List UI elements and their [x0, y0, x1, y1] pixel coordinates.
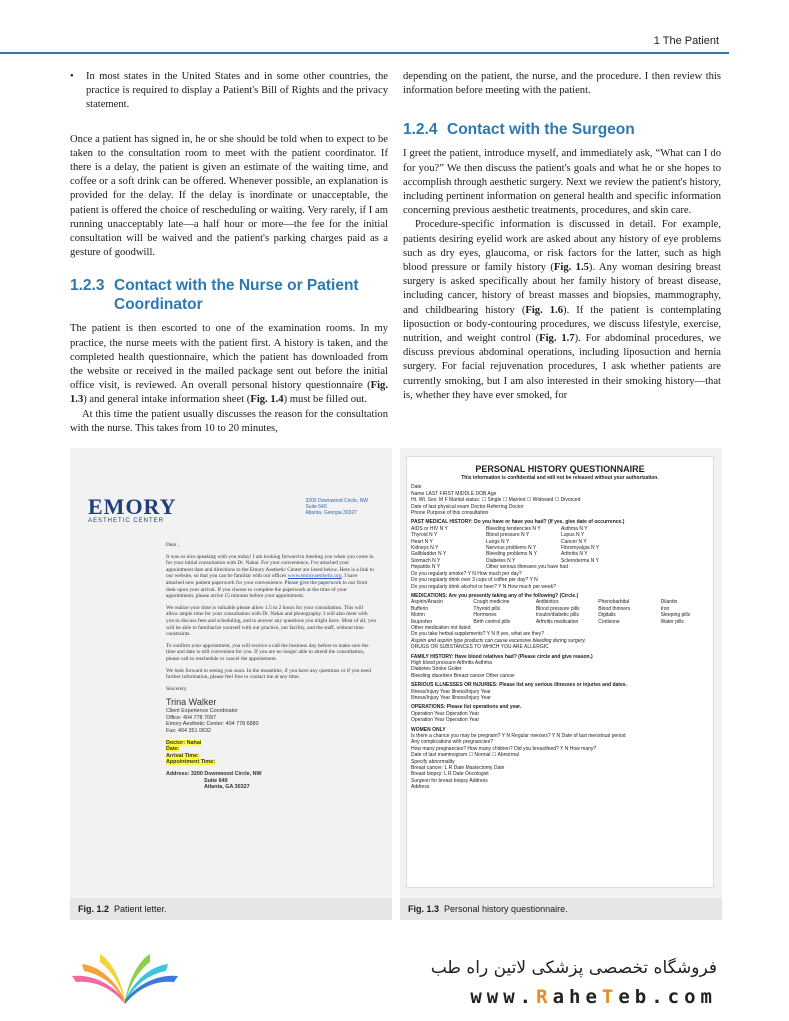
grid-cell: Bufferin: [411, 605, 429, 612]
caption-text: Patient letter.: [114, 904, 167, 914]
figure-ref-1-7[interactable]: Fig. 1.7: [539, 333, 575, 345]
text-run: It was so nice speaking with you today! I am looking forward to meeting you when you come in for your initial consultation with Dr. Nahai. For your convenience, I've attached your appointment date and directions to the Emory Aesthetic Center are listed below. Here is a link to our website, so that you can be familiar with our offices: [166, 553, 374, 580]
letterhead-address: [305, 498, 368, 517]
grid-cell: Thyroid pills: [473, 605, 501, 612]
form-row: Diabetes Stroke Goiter: [411, 666, 462, 673]
form-section-heading: SERIOUS ILLNESSES OR INJURIES: Please list any serious illnesses or injuries and dates.: [411, 682, 627, 689]
grid-cell: Hepatitis N Y: [411, 564, 441, 571]
grid-cell: Diabetes N Y: [486, 557, 516, 564]
letter-paragraph: [166, 554, 376, 600]
grid-cell: Aspirin/Anacin: [411, 599, 443, 606]
highlight-doctor: Doctor: Nahai: [166, 739, 202, 746]
grid-cell: Hormones: [473, 612, 497, 619]
grid-cell: Stomach N Y: [411, 557, 441, 564]
form-section-heading: WOMEN ONLY: [411, 726, 446, 733]
grid-cell: Fibromyalgia N Y: [561, 545, 600, 552]
heading-title-line1: Contact with the Nurse or Patient: [114, 277, 359, 295]
bullet-text: In most states in the United States and in some other countries, the practice is required to display a Patient's Bill of Rights and the privacy statement.: [86, 71, 388, 111]
text-run: ). Any woman desiring breast surgery is asked specifically about her family history of breast disease, including cancer, history of breast masses and biopsies, mammography, and childbearing history (: [403, 262, 721, 316]
form-row: DRUGS OR SUBSTANCES TO WHICH YOU ARE ALLERGIC: [411, 644, 549, 651]
grid-cell: Scleroderma N Y: [561, 557, 599, 564]
grid-cell: Birth control pills: [473, 618, 511, 625]
closing: Sincerely,: [166, 685, 188, 692]
grid-cell: Cancer N Y: [561, 538, 587, 545]
left-column: [70, 70, 388, 436]
paragraph: I greet the patient, introduce myself, and immediately ask, “What can I do for you?” We then discuss the patient's goals and what he or she hopes to accomplish through aesthetic surgery. Next we review the patient's history, including pertinent information on general health and specific information concerning previous aesthetic treatments, procedures, and skin care.: [403, 148, 721, 217]
grid-cell: Arthritis medication: [535, 618, 579, 625]
running-head: 1 The Patient: [653, 35, 719, 47]
form-title: PERSONAL HISTORY QUESTIONNAIRE: [475, 464, 645, 474]
url-part: ahe: [552, 986, 602, 1008]
right-column: [403, 70, 721, 403]
form-section-heading: FAMILY HISTORY: Have blood relatives had? (Please circle and give reason.): [411, 653, 593, 660]
grid-cell: Arthritis N Y: [561, 551, 588, 558]
shop-name: فروشگاه تخصصی پزشکی لاتین راه طب: [430, 958, 717, 978]
form-row: Address: [411, 784, 430, 791]
form-row: Do you regularly drink alcohol or beer? Y N How much per week?: [411, 583, 556, 590]
paragraph: [403, 218, 721, 403]
form-section-heading: PAST MEDICAL HISTORY: Do you have or have you had? (If yes, give date of occurrence.): [411, 519, 625, 526]
figure-ref-1-5[interactable]: Fig. 1.5: [553, 262, 589, 274]
signature-block: [166, 697, 376, 791]
header-rule: [0, 52, 729, 54]
text-run: ). If the patient is contemplating liposuction or body-contouring procedures, we discuss lifestyle, exercise, nutrition, and weight control (: [403, 304, 721, 345]
paragraph: At this time the patient usually discusses the reason for the consultation with the nurse. This takes from 10 to 20 minutes,: [70, 408, 388, 434]
highlight-date: Date:: [166, 746, 180, 753]
medical-history-grid: [411, 526, 709, 571]
paragraph: [70, 322, 388, 407]
form-row: How many pregnancies? How many children? Did you breastfeed? Y N How many?: [411, 745, 597, 752]
address-line: Address: 3200 Downwood Circle, NW: [166, 771, 262, 778]
address-line: 3200 Downwood Circle, NW: [305, 498, 368, 504]
form-row: Operation Year Operation Year: [411, 717, 480, 724]
form-row: Aspirin and aspirin type products can cause excessive bleeding during surgery.: [411, 637, 586, 644]
heading-title-line2: Coordinator: [114, 296, 203, 314]
address-line: Suite 640: [204, 777, 228, 784]
caption-label: Fig. 1.2: [78, 904, 110, 914]
form-row: Do you regularly drink over 3 cups of coffee per day? Y N: [411, 577, 538, 584]
emory-logo-subtitle: AESTHETIC CENTER: [88, 518, 165, 524]
url-part: www.: [470, 986, 537, 1008]
heading-title: Contact with the Surgeon: [447, 121, 635, 139]
figure-ref-1-4[interactable]: Fig. 1.4: [250, 394, 284, 406]
grid-cell: Bleeding problems N Y: [486, 551, 538, 558]
grid-cell: Blood pressure N Y: [486, 532, 530, 539]
form-section-heading: MEDICATIONS: Are you presently taking any of the following? (Circle.): [411, 592, 579, 599]
grid-cell: Iron: [660, 605, 670, 612]
heading-number: 1.2.3: [70, 277, 105, 295]
grid-cell: Nervous problems N Y: [486, 545, 537, 552]
form-row: Other medication not listed: [411, 624, 471, 631]
greeting: Dear ,: [166, 542, 180, 548]
form-row: Date of last mammogram ☐ Normal ☐ Abnormal: [411, 752, 519, 759]
url-part: .com: [651, 986, 717, 1008]
address-block: [166, 771, 376, 791]
form-row: Breast cancer: L R Date Mastectomy Date: [411, 765, 505, 772]
letter-paragraph: We realize your time is valuable please allow 1.5 to 2 hours for your consultation. This will allow ample time for your consultation with Dr. Nahai and photography. I will also meet with you to discuss fees and scheduling, and to answer any questions you might have. Most of all, you will be able to familiarize yourself with our practice, our facility, and the staff, without time constraints.: [166, 604, 376, 638]
letterhead: [88, 496, 376, 542]
form-row: Date: [411, 484, 422, 491]
text-run: Procedure-specific information is discussed in detail. For example, patients desiring eyelid work are asked about any history of eye problems such as dry eyes, glaucoma, or risk factors for the latter, such as high blood pressure or family history (: [403, 219, 721, 274]
text-run: ) must be filled out.: [283, 394, 367, 406]
caption-label: Fig. 1.3: [408, 904, 440, 914]
medications-grid: [411, 599, 709, 625]
grid-cell: Asthma N Y: [561, 525, 588, 532]
website-link[interactable]: www.emoryaesthetic.org: [287, 573, 342, 580]
text-run: The patient is then escorted to one of the examination rooms. In my practice, the nurse meets with the patient first. A history is taken, and the completed health questionnaire, which the patient has downloaded from the website or received in the mailed package sent out before the initial office visit, is reviewed. An overall personal history questionnaire (: [70, 323, 388, 392]
figure-patient-letter: [70, 448, 392, 920]
book-logo-icon: [70, 952, 180, 1010]
form-row: Illness/Injury Year Illness/Injury Year: [411, 695, 491, 701]
grid-cell: Kidneys N Y: [411, 545, 439, 552]
letter-document: [88, 496, 376, 791]
grid-cell: Insulin/diabetic pills: [535, 612, 579, 619]
letter-paragraph: To confirm your appointment, you will receive a call the business day before to make sure the time and date is still convenient for you. If you are no longer able to attend the consultation, please call to reschedule or cancel the appointment.: [166, 642, 369, 662]
form-row: Do you take herbal supplements? Y N If yes, what are they?: [411, 631, 544, 638]
highlight-appointment: Appointment Time:: [166, 759, 216, 766]
form-row: Illness/Injury Year Illness/Injury Year: [411, 688, 491, 695]
footer-banner: [0, 940, 789, 1021]
figure-ref-1-6[interactable]: Fig. 1.6: [525, 304, 564, 316]
signer-line: Emory Aesthetic Center: 404 778 6880: [166, 721, 259, 728]
grid-cell: Lupus N Y: [561, 532, 585, 539]
grid-cell: Lungs N Y: [486, 538, 510, 545]
grid-cell: Bleeding tendencies N Y: [486, 525, 541, 532]
grid-cell: Gallbladder N Y: [411, 551, 447, 558]
grid-cell: Digitalis: [598, 612, 616, 619]
grid-cell: Sleeping pills: [660, 612, 691, 619]
grid-cell: Other serious illnesses you have had: [486, 564, 568, 571]
grid-cell: Cortisone: [598, 618, 620, 625]
grid-cell: Cough medicine: [473, 599, 510, 606]
form-row: Date of last physical exam Doctor Referring Doctor: [411, 503, 524, 510]
form-row: Ht. Wt. Sex: M F Marital status: ☐ Single ☐ Married ☐ Widowed ☐ Divorced: [411, 497, 581, 504]
address-line: Suite 640: [305, 504, 327, 511]
grid-cell: Phenobarbital: [598, 599, 630, 606]
paragraph: Once a patient has signed in, he or she should be told when to expect to be taken to the consultation room to meet with the patient coordinator. If there is a delay, the patient is given an estimate of the waiting time, and coffee or a soft drink can be offered. Whenever possible, an explanation is provided for the delay. If the delay is inordinate or unacceptable, the patient is offered the choice of rescheduling or waiting. Very rarely, if I am running unacceptably late—a half hour or more—the fee for the initial consultation will be waived and the patient's parking charges paid as a gesture of goodwill.: [70, 133, 388, 259]
text-run: ). For abdominal procedures, we discuss previous abdominal operations, including liposuction and hernia surgery. For facial rejuvenation procedures, I ask whether patients are currently smoking, but I am also interested in their smoking history—that is, whether they have ever smoked, for: [403, 333, 721, 401]
address-line: Atlanta, GA 30327: [204, 784, 250, 791]
letter-paragraph: We look forward to seeing you soon. In the meantime, if you have any questions or if you need further information, please feel free to contact me at any time.: [166, 667, 371, 681]
form-row: Do you regularly smoke? Y N How much per day?: [411, 570, 522, 577]
url-part: T: [601, 986, 619, 1008]
heading-number: 1.2.4: [403, 121, 438, 139]
form-row: Phone Purpose of this consultation: [411, 510, 489, 517]
form-section-heading: OPERATIONS: Please list operations and year.: [411, 704, 522, 711]
form-row: Name LAST FIRST MIDDLE DOB Age: [411, 490, 497, 497]
site-url[interactable]: [470, 986, 717, 1008]
signer-line: Client Experience Coordinator: [166, 708, 238, 715]
grid-cell: Heart N Y: [411, 538, 433, 545]
grid-cell: Ibuprofen: [411, 618, 433, 625]
grid-cell: Motrin: [411, 612, 425, 619]
form-row: Surgeon for breast biopsy Address: [411, 777, 488, 784]
section-heading-1-2-4: [403, 120, 721, 139]
highlight-arrival: Arrival Time:: [166, 752, 199, 759]
figure-caption: [400, 898, 722, 920]
form-row: Specify abnormality: [411, 758, 455, 765]
url-part: eb: [618, 986, 652, 1008]
signer-name: Trina Walker: [166, 697, 217, 708]
signer-line: Office: 404 778 7097: [166, 714, 216, 721]
grid-cell: Blood thinners: [598, 605, 631, 612]
figure-ref-1-3[interactable]: Fig. 1.3: [70, 380, 388, 406]
grid-cell: Dilantin: [660, 599, 678, 606]
bullet-icon: •: [70, 71, 74, 82]
url-part: R: [536, 986, 553, 1008]
bullet-item: [70, 70, 388, 113]
section-heading-1-2-3: [70, 276, 388, 314]
form-subtitle: This information is confidential and will not be released without your authorization.: [461, 475, 659, 481]
figure-caption: [70, 898, 392, 920]
figure-history-questionnaire: [400, 448, 722, 920]
grid-cell: AIDS or HIV N Y: [411, 525, 448, 532]
text-run: . I have attached new patient paperwork for your convenience. Please give the paperwork to our front desk upon your arrival. If you choose to complete the paperwork at the time of your appointment, please arrive 15 minutes before your appointment.: [166, 573, 368, 600]
form-row: Bleeding disorders Breast cancer Other cancer: [411, 672, 515, 679]
form-row: Breast biopsy: L R Date Oncologist: [411, 771, 489, 778]
paragraph: depending on the patient, the nurse, and the procedure. I then review this information before meeting with the patient.: [403, 71, 721, 97]
grid-cell: Blood pressure pills: [535, 605, 580, 612]
form-row: High blood pressure Arthritis Asthma: [411, 659, 492, 666]
form-row: Operation Year Operation Year: [411, 710, 480, 717]
signer-line: Fax: 404 351 0632: [166, 728, 211, 735]
form-row: Is there a chance you may be pregnant? Y N Regular menses? Y N Date of last menstrual period: [411, 733, 626, 740]
emory-logo: EMORY: [88, 494, 177, 519]
questionnaire-form: [406, 456, 714, 888]
text-run: ) and general intake information sheet (: [83, 394, 251, 406]
grid-cell: Water pills: [660, 618, 684, 625]
grid-cell: Thyroid N Y: [411, 532, 438, 539]
grid-cell: Antibiotics: [535, 599, 559, 606]
address-line: Atlanta, Georgia 30327: [305, 510, 357, 517]
caption-text: Personal history questionnaire.: [444, 904, 568, 914]
form-row: Any complications with pregnancies?: [411, 739, 493, 746]
appointment-highlights: [166, 740, 376, 766]
